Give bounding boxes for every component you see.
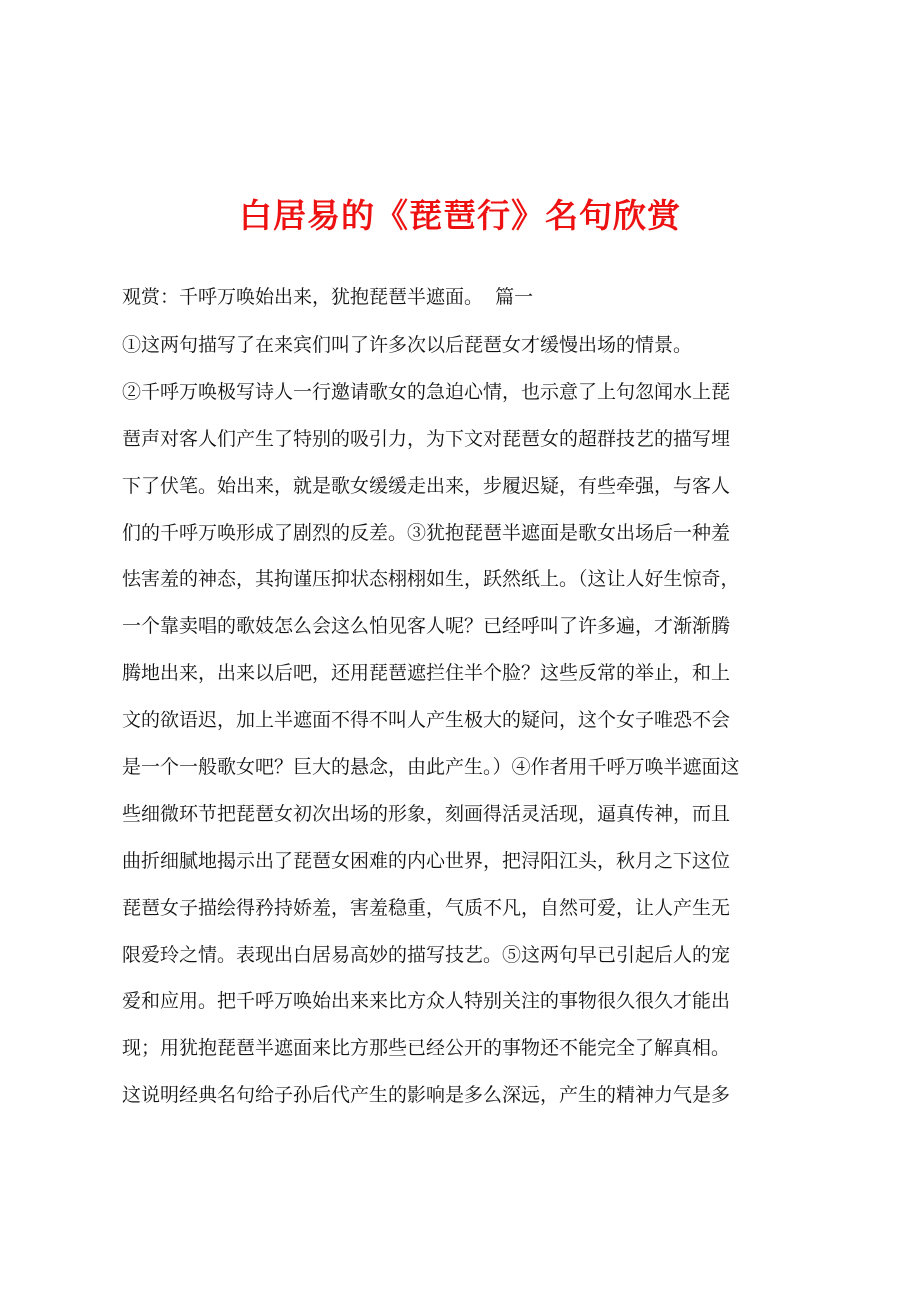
document-page: 白居易的《琵琶行》名句欣赏 观赏：千呼万唤始出来，犹抱琵琶半遮面。 篇一 ①这两句描写了在来宾们叫了许多次以后琵琶女才缓慢出场的情景。 ②千呼万唤极写诗人一行邀请歌女的急迫心情，也示意了上句忽闻水上琵 琶声对客人们产生了特别的吸引力，为下文对琵琶女的超群技艺的描写埋 下了伏笔。始出来，就是歌女缓缓走出来，步履迟疑，有些牵强，与客人 们的千呼万唤形成了剧烈的反差。③犹抱琵琶半遮面是歌女出场后一种羞 怯害羞的神态，其拘谨压抑状态栩栩如生，跃然纸上。（这让人好生惊奇， 一个靠卖唱的歌妓怎么会这么怕见客人呢？已经呼叫了许多遍，才渐渐腾 腾地出来，出来以后吧，还用琵琶遮拦住半个脸？这些反常的举止，和上 文的欲语迟，加上半遮面不得不叫人产生极大的疑问，这个女子唯恐不会 是一个一般歌女吧？巨大的悬念，由此产生。）④作者用千呼万唤半遮面这 些细微环节把琵琶女初次出场的形象，刻画得活灵活现，逼真传神，而且 曲折细腻地揭示出了琵琶女困难的内心世界，把浔阳江头，秋月之下这位 琵琶女子描绘得矜持娇羞，害羞稳重，气质不凡，自然可爱，让人产生无 限爱玲之情。表现出白居易高妙的描写技艺。⑤这两句早已引起后人的宠 爱和应用。把千呼万唤始出来来比方众人特别关注的事物很久很久才能出 现；用犹抱琵琶半遮面来比方那些已经公开的事物还不能完全了解真相。 这说明经典名句给子孙后代产生的影响是多么深远，产生的精神力气是多 [0,0,920,1302]
document-subheading: 观赏：千呼万唤始出来，犹抱琵琶半遮面。 篇一 [122,286,534,308]
document-title: 白居易的《琵琶行》名句欣赏 [239,196,681,235]
